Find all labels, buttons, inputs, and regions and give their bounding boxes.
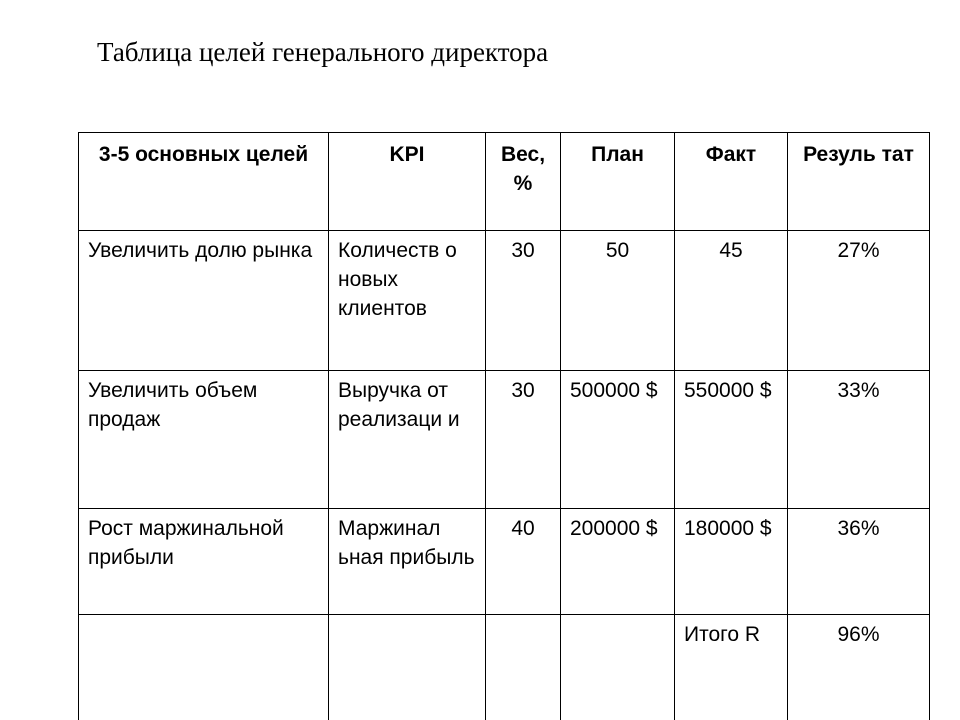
cell-weight: 40: [486, 509, 561, 615]
cell-plan: 50: [561, 231, 675, 371]
cell-plan: 500000 $: [561, 371, 675, 509]
cell-empty: [486, 615, 561, 720]
cell-fact: 45: [675, 231, 788, 371]
header-kpi: KPI: [329, 133, 486, 231]
header-plan: План: [561, 133, 675, 231]
cell-empty: [79, 615, 329, 720]
cell-plan: 200000 $: [561, 509, 675, 615]
cell-goal: Рост маржинальной прибыли: [79, 509, 329, 615]
cell-total-label: Итого R: [675, 615, 788, 720]
cell-weight: 30: [486, 231, 561, 371]
table-header-row: [79, 133, 930, 231]
table-row: [79, 231, 930, 371]
cell-kpi: Количеств о новых клиентов: [329, 231, 486, 371]
cell-result: 27%: [788, 231, 930, 371]
cell-total-value: 96%: [788, 615, 930, 720]
cell-weight: 30: [486, 371, 561, 509]
goals-table: [78, 132, 930, 720]
cell-kpi: Маржинал ьная прибыль: [329, 509, 486, 615]
cell-empty: [329, 615, 486, 720]
cell-result: 36%: [788, 509, 930, 615]
cell-fact: 180000 $: [675, 509, 788, 615]
header-goals: 3-5 основных целей: [79, 133, 329, 231]
header-weight: Вес, %: [486, 133, 561, 231]
table-row-total: [79, 615, 930, 720]
table-row: [79, 509, 930, 615]
header-fact: Факт: [675, 133, 788, 231]
cell-result: 33%: [788, 371, 930, 509]
page-title: Таблица целей генерального директора: [97, 37, 549, 67]
table-row: [79, 371, 930, 509]
cell-goal: Увеличить долю рынка: [79, 231, 329, 371]
header-result: Резуль тат: [788, 133, 930, 231]
cell-kpi: Выручка от реализаци и: [329, 371, 486, 509]
cell-fact: 550000 $: [675, 371, 788, 509]
cell-goal: Увеличить объем продаж: [79, 371, 329, 509]
cell-empty: [561, 615, 675, 720]
